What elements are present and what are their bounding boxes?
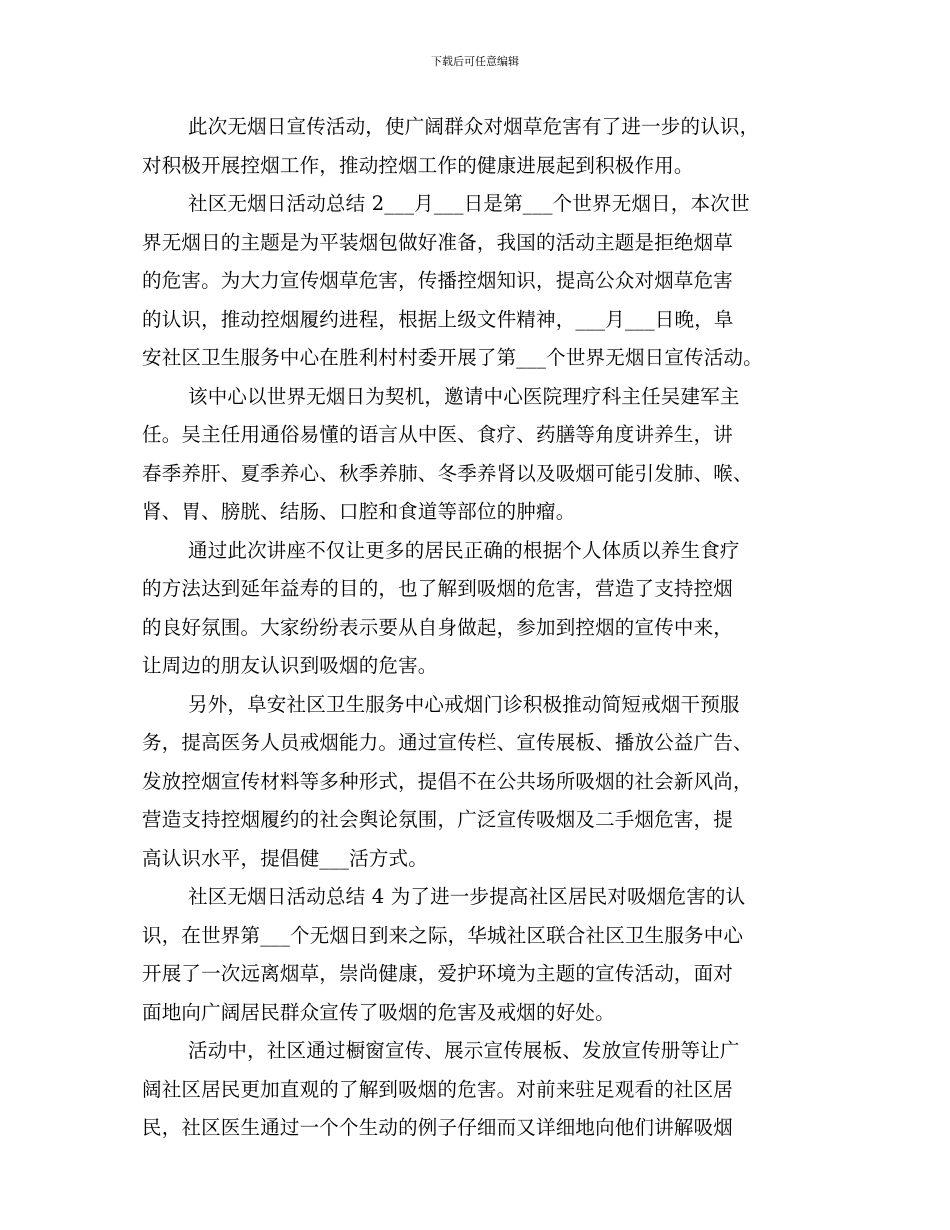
text-line: 活动中，社区通过橱窗宣传、展示宣传展板、发放宣传册等让广 <box>188 1039 740 1062</box>
text-line: 肾、胃、膀胱、结肠、口腔和食道等部位的肿瘤。 <box>142 500 576 523</box>
text-line: 社区无烟日活动总结 4 为了进一步提高社区居民对吸烟危害的认 <box>188 885 746 908</box>
text-line: 民，社区医生通过一个个生动的例子仔细而又详细地向他们讲解吸烟 <box>142 1116 734 1139</box>
text-line: 务，提高医务人员戒烟能力。通过宣传栏、宣传展板、播放公益广告、 <box>142 731 753 754</box>
document-body <box>142 108 812 1148</box>
text-line: 对积极开展控烟工作，推动控烟工作的健康进展起到积极作用。 <box>142 153 694 177</box>
text-line: 开展了一次远离烟草，崇尚健康，爱护环境为主题的宣传活动，面对 <box>142 962 734 985</box>
text-line: 该中心以世界无烟日为契机，邀请中心医院理疗科主任吴建军主 <box>188 384 740 408</box>
text-line: 的方法达到延年益寿的目的，也了解到吸烟的危害，营造了支持控烟 <box>142 577 734 600</box>
text-line: 此次无烟日宣传活动，使广阔群众对烟草危害有了进一步的认识， <box>188 115 760 138</box>
text-line: 营造支持控烟履约的社会舆论氛围，广泛宣传吸烟及二手烟危害，提 <box>142 808 734 831</box>
page-header: 下载后可任意编辑 <box>431 55 519 68</box>
text-line: 另外，阜安社区卫生服务中心戒烟门诊积极推动简短戒烟干预服 <box>188 692 740 716</box>
text-line: 春季养肝、夏季养心、秋季养肺、冬季养肾以及吸烟可能引发肺、喉、 <box>142 461 753 485</box>
text-line: 阔社区居民更加直观的了解到吸烟的危害。对前来驻足观看的社区居 <box>142 1077 734 1101</box>
text-line: 的危害。为大力宣传烟草危害，传播控烟知识，提高公众对烟草危害 <box>142 269 734 292</box>
text-line: 社区无烟日活动总结 2___月___日是第___个世界无烟日，本次世 <box>188 192 750 215</box>
text-line: 发放控烟宣传材料等多种形式，提倡不在公共场所吸烟的社会新风尚， <box>142 769 753 793</box>
text-line: 识，在世界第___个无烟日到来之际，华城社区联合社区卫生服务中心 <box>142 923 744 947</box>
text-line: 面地向广阔居民群众宣传了吸烟的危害及戒烟的好处。 <box>142 1000 615 1024</box>
text-line: 让周边的朋友认识到吸烟的危害。 <box>142 654 438 677</box>
text-line: 高认识水平，提倡健___活方式。 <box>142 846 428 870</box>
text-line: 的良好氛围。大家纷纷表示要从自身做起，参加到控烟的宣传中来， <box>142 615 734 639</box>
text-line: 任。吴主任用通俗易懂的语言从中医、食疗、药膳等角度讲养生，讲 <box>142 423 734 446</box>
text-line: 安社区卫生服务中心在胜利村村委开展了第___个世界无烟日宣传活动。 <box>142 346 763 369</box>
text-line: 通过此次讲座不仅让更多的居民正确的根据个人体质以养生食疗 <box>188 538 740 562</box>
text-line: 界无烟日的主题是为平装烟包做好准备，我国的活动主题是拒绝烟草 <box>142 230 734 254</box>
text-line: 的认识，推动控烟履约进程，根据上级文件精神，___月___日晚，阜 <box>142 307 734 331</box>
